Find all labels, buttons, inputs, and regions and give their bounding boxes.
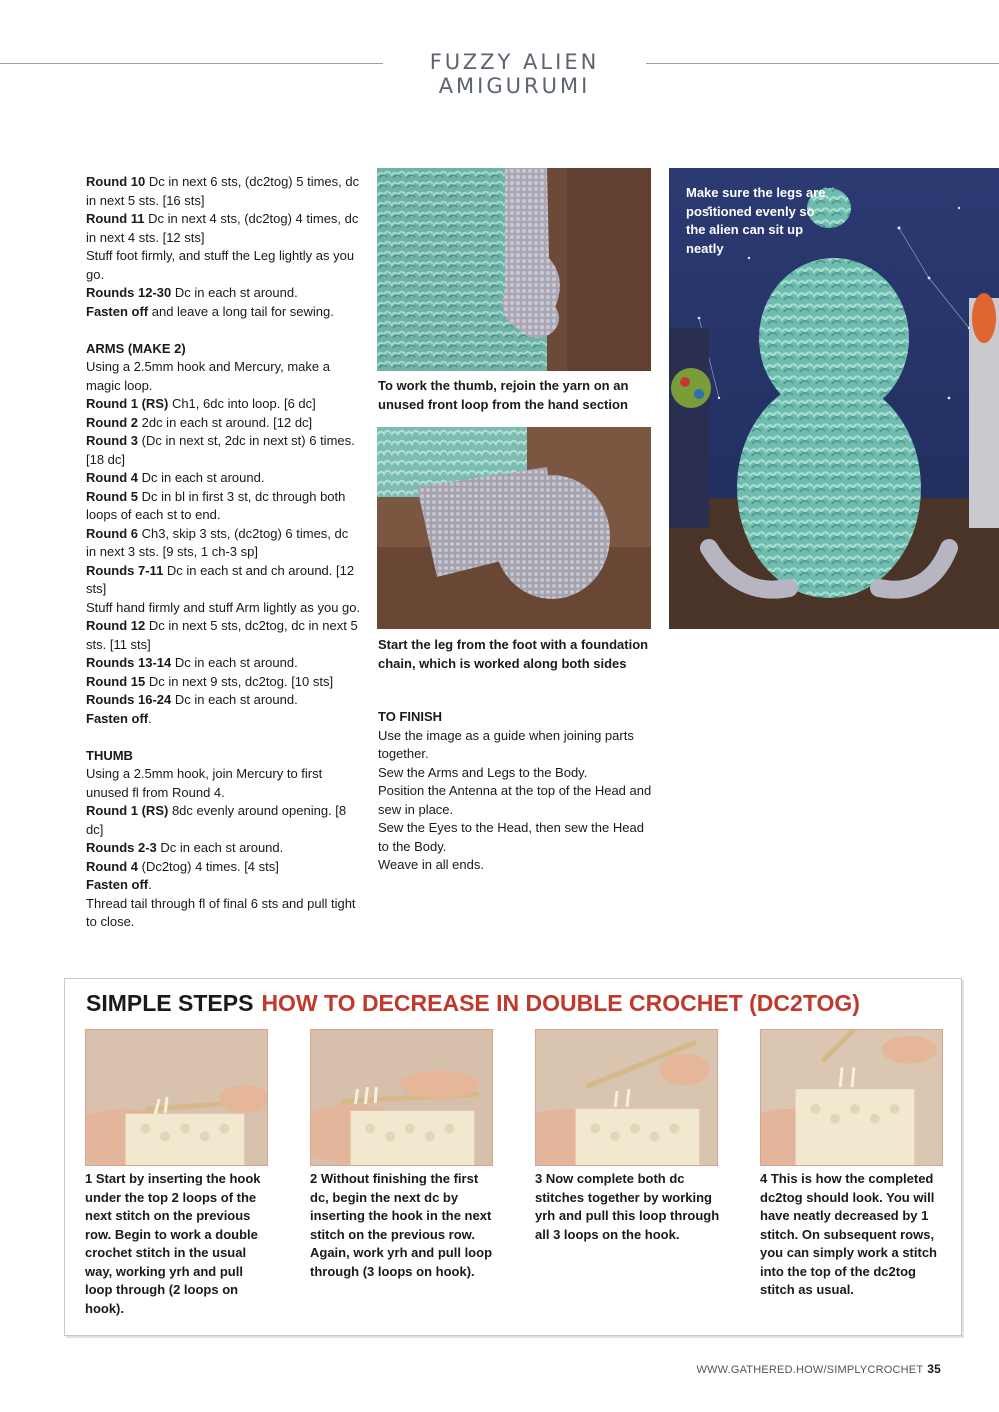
instruction-line [86,691,361,710]
instruction-line [86,303,361,322]
step-number: 4 [760,1171,768,1186]
header-rule-left [0,63,383,64]
instruction-text: Dc in each st and ch around. [12 sts] [86,562,355,596]
instruction-text: Ch3, skip 3 sts, (dc2tog) 6 times, dc in next 3 sts. [9 sts, 1 ch-3 sp] [86,525,349,559]
round-label: Round 3 [86,433,138,448]
step-2-photo [310,1029,493,1166]
instruction-text: Dc in each st around. [171,655,298,670]
round-label: Fasten off [86,303,149,319]
instruction-line [86,673,361,692]
step-1-photo [85,1029,268,1166]
instruction-text: Using a 2.5mm hook, join Mercury to first unused fl from Round 4. [86,766,323,800]
round-label: Round 4 [86,858,138,874]
caption-leg: Start the leg from the foot with a foundation chain, which is worked along both sides [378,637,649,671]
instruction-text: 2dc in each st around. [12 dc] [138,414,313,430]
step-4-photo [760,1029,943,1166]
instruction-line [86,358,361,395]
instruction-line [86,525,361,562]
round-label: Fasten off [86,877,149,892]
step-number: 2 [310,1171,318,1186]
step-1-text [85,1170,270,1318]
finish-line: Weave in all ends. [378,857,484,872]
instruction-line [86,839,361,858]
to-finish-heading: TO FINISH [378,709,443,724]
round-label: Round 1 (RS) [86,396,169,411]
instruction-text: Dc in each st around. [138,470,265,485]
instruction-text: Dc in bl in first 3 st, dc through both loops of each st to end. [86,488,346,522]
page-number: 35 [927,1362,941,1376]
instruction-line [86,876,361,895]
instruction-line [86,562,361,599]
finish-line: Sew the Eyes to the Head, then sew the Head to the Body. [378,820,644,854]
instruction-text: and leave a long tail for sewing. [148,303,334,319]
section-heading: ARMS (MAKE 2) [86,340,186,356]
instruction-text: (Dc2tog) 4 times. [4 sts] [138,858,279,874]
photo-thumb-closeup [377,168,651,371]
instruction-line [86,710,361,729]
round-label: Round 12 [86,618,146,633]
instruction-text: Dc in next 5 sts, dc2tog, dc in next 5 sts. [11 sts] [86,618,358,652]
simple-steps-subtitle: HOW TO DECREASE IN DOUBLE CROCHET (DC2TOG) [261,990,860,1016]
to-finish-section [378,708,653,875]
page-title: FUZZY ALIEN AMIGURUMI [429,50,600,98]
instruction-text: Thread tail through fl of final 6 sts and pull tight to close. [86,895,356,929]
instruction-text: Stuff hand firmly and stuff Arm lightly as you go. [86,599,361,615]
round-label: Round 4 [86,470,138,485]
instruction-line [86,802,361,839]
instruction-line [86,210,361,247]
round-label: Rounds 13-14 [86,655,172,670]
instruction-text: Dc in next 9 sts, dc2tog. [10 sts] [145,673,334,689]
instruction-line [86,488,361,525]
step-number: 1 [85,1171,93,1186]
step-4-text [760,1170,945,1300]
instruction-line [86,599,361,618]
header-rule-right [646,63,999,64]
instruction-text: 8dc evenly around opening. [8 dc] [86,803,347,837]
footer-url[interactable]: WWW.GATHERED.HOW/SIMPLYCROCHET [696,1364,924,1376]
pattern-column-instructions [86,173,361,932]
instruction-line [86,617,361,654]
paragraph-gap [86,321,361,340]
instruction-text: Dc in each st around. [171,285,298,300]
instruction-line [86,858,361,877]
step-description: Start by inserting the hook under the top 2 loops of the next stitch on the previous row. Begin to work a double crochet stitch in the usual way, working yrh and pull loop through (2 loops on hook). [85,1171,261,1316]
instruction-line [86,432,361,469]
instruction-text: Dc in next 6 sts, (dc2tog) 5 times, dc in next 5 sts. [16 sts] [86,174,360,208]
instruction-line [86,284,361,303]
round-label: Rounds 2-3 [86,840,157,855]
step-description: Now complete both dc stitches together by working yrh and pull this loop through all 3 loops on the hook. [535,1171,720,1242]
instruction-line [86,895,361,932]
step-description: Without finishing the first dc, begin the next dc by inserting the hook in the next stitch on the previous row. Again, work yrh and pull loop through (3 loops on hook). [310,1171,493,1279]
round-label: Rounds 16-24 [86,692,172,707]
instruction-text: . [148,877,152,892]
page-footer [696,1362,941,1376]
round-label: Round 10 [86,174,146,189]
step-description: This is how the completed dc2tog should look. You will have neatly decreased by 1 stitch. On subsequent rows, you can simply work a stitch into the top of the dc2tog stitch as usual. [760,1171,937,1297]
instruction-text: (Dc in next st, 2dc in next st) 6 times. [18 dc] [86,433,355,467]
paragraph-gap [86,728,361,747]
instruction-text: Dc in each st around. [156,840,284,855]
round-label: Round 5 [86,488,138,504]
round-label: Rounds 7-11 [86,562,164,578]
round-label: Round 15 [86,673,146,689]
instruction-line [86,765,361,802]
instruction-line [86,654,361,673]
step-3-photo [535,1029,718,1166]
caption-legs-overlay: Make sure the legs are positioned evenly so the alien can sit up neatly [686,185,826,256]
photo-leg-closeup [377,427,651,629]
round-label: Round 6 [86,525,138,541]
round-label: Round 1 (RS) [86,803,169,818]
step-3-text [535,1170,720,1244]
instruction-text: Ch1, 6dc into loop. [6 dc] [168,396,316,411]
instruction-text: Using a 2.5mm hook and Mercury, make a magic loop. [86,359,330,393]
instruction-text: Dc in each st around. [171,692,298,707]
instruction-line [86,173,361,210]
round-label: Rounds 12-30 [86,285,172,300]
round-label: Round 2 [86,414,138,430]
instruction-line [86,469,361,488]
round-label: Round 11 [86,211,145,226]
instruction-text: . [148,710,152,726]
caption-thumb: To work the thumb, rejoin the yarn on an unused front loop from the hand section [378,378,629,412]
instruction-line [86,414,361,433]
step-2-text [310,1170,495,1281]
simple-steps-title [86,990,860,1017]
section-heading: THUMB [86,747,133,763]
instruction-line [86,247,361,284]
step-number: 3 [535,1171,543,1186]
simple-steps-label: SIMPLE STEPS [86,990,254,1016]
round-label: Fasten off [86,710,149,726]
instruction-text: Dc in next 4 sts, (dc2tog) 4 times, dc in next 4 sts. [12 sts] [86,211,359,245]
finish-line: Use the image as a guide when joining parts together. [378,727,634,761]
finish-line: Position the Antenna at the top of the Head and sew in place. [378,783,652,817]
instruction-text: Stuff foot firmly, and stuff the Leg lightly as you go. [86,248,355,282]
finish-line: Sew the Arms and Legs to the Body. [378,764,588,780]
instruction-line [86,395,361,414]
